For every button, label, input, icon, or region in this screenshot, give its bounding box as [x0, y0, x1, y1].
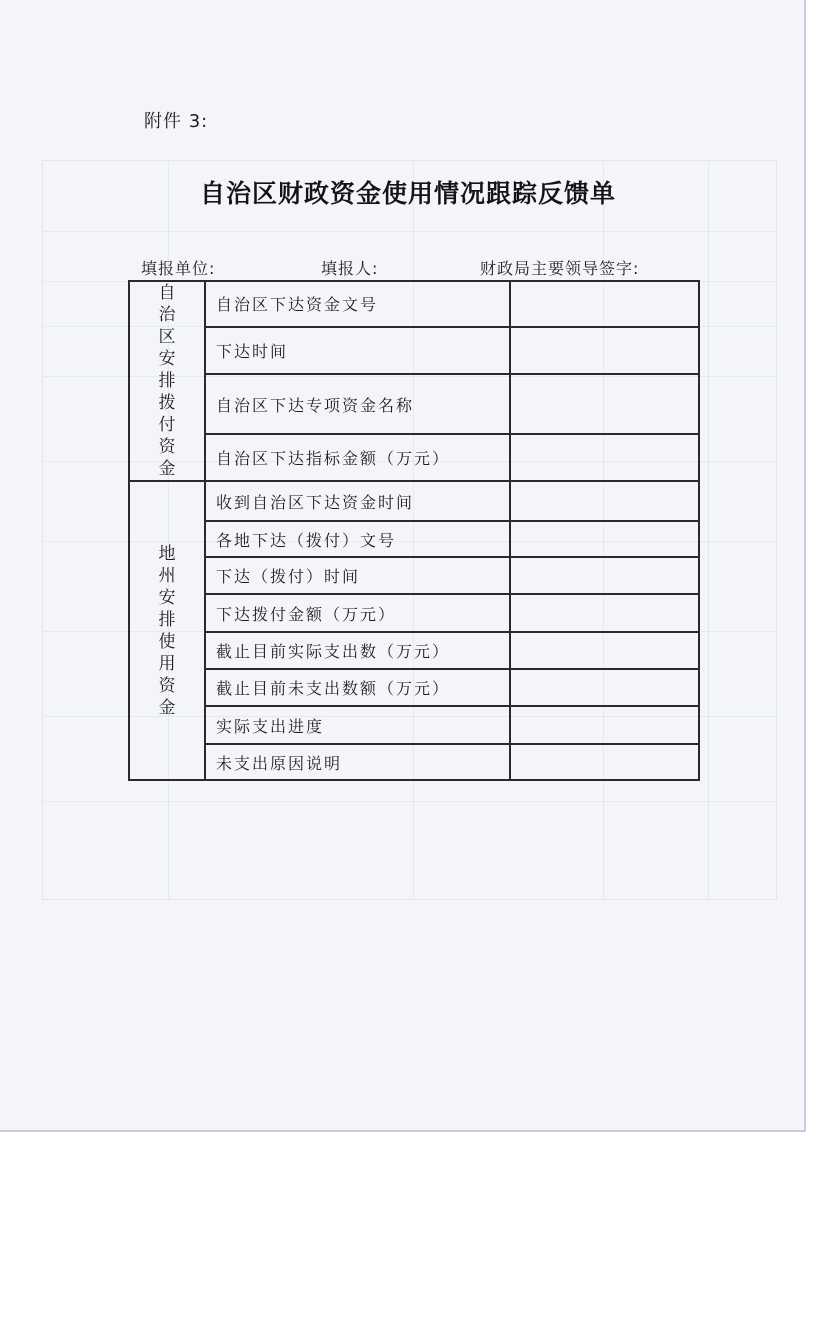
form-title: 自治区财政资金使用情况跟踪反馈单 — [199, 179, 616, 208]
row-label: 未支出原因说明 — [205, 744, 510, 780]
feedback-form-table — [128, 280, 700, 781]
value-cell[interactable] — [510, 669, 699, 706]
attachment-label: 附件 3: — [144, 111, 209, 132]
row-label: 自治区下达资金文号 — [205, 281, 510, 327]
table-row — [129, 744, 699, 780]
table-row — [129, 281, 699, 327]
row-label: 实际支出进度 — [205, 706, 510, 744]
row-label: 截止目前未支出数额（万元） — [205, 669, 510, 706]
reporting-unit-label: 填报单位: — [141, 259, 216, 278]
table-row — [129, 481, 699, 521]
row-label: 收到自治区下达资金时间 — [205, 481, 510, 521]
table-row — [129, 521, 699, 557]
value-cell[interactable] — [510, 374, 699, 434]
table-row — [129, 669, 699, 706]
value-cell[interactable] — [510, 557, 699, 594]
value-cell[interactable] — [510, 281, 699, 327]
value-cell[interactable] — [510, 744, 699, 780]
value-cell[interactable] — [510, 632, 699, 669]
table-row — [129, 327, 699, 375]
row-label: 自治区下达专项资金名称 — [205, 374, 510, 434]
table-row — [129, 706, 699, 744]
section-label: 自治区安排拨付资金 — [158, 283, 176, 479]
table-row — [129, 434, 699, 481]
row-label: 截止目前实际支出数（万元） — [205, 632, 510, 669]
table-row — [129, 374, 699, 434]
value-cell[interactable] — [510, 521, 699, 557]
table-row — [129, 557, 699, 594]
table-row — [129, 594, 699, 632]
row-label: 下达（拨付）时间 — [205, 557, 510, 594]
value-cell[interactable] — [510, 481, 699, 521]
leader-signature-label: 财政局主要领导签字: — [480, 259, 640, 278]
row-label: 各地下达（拨付）文号 — [205, 521, 510, 557]
value-cell[interactable] — [510, 706, 699, 744]
row-label: 下达拨付金额（万元） — [205, 594, 510, 632]
row-label: 下达时间 — [205, 327, 510, 375]
value-cell[interactable] — [510, 434, 699, 481]
value-cell[interactable] — [510, 594, 699, 632]
section-header-prefecture — [129, 481, 205, 780]
section-label: 地州安排使用资金 — [158, 543, 176, 718]
filler-label: 填报人: — [321, 259, 379, 278]
value-cell[interactable] — [510, 327, 699, 375]
section-header-allocation — [129, 281, 205, 481]
table-row — [129, 632, 699, 669]
row-label: 自治区下达指标金额（万元） — [205, 434, 510, 481]
